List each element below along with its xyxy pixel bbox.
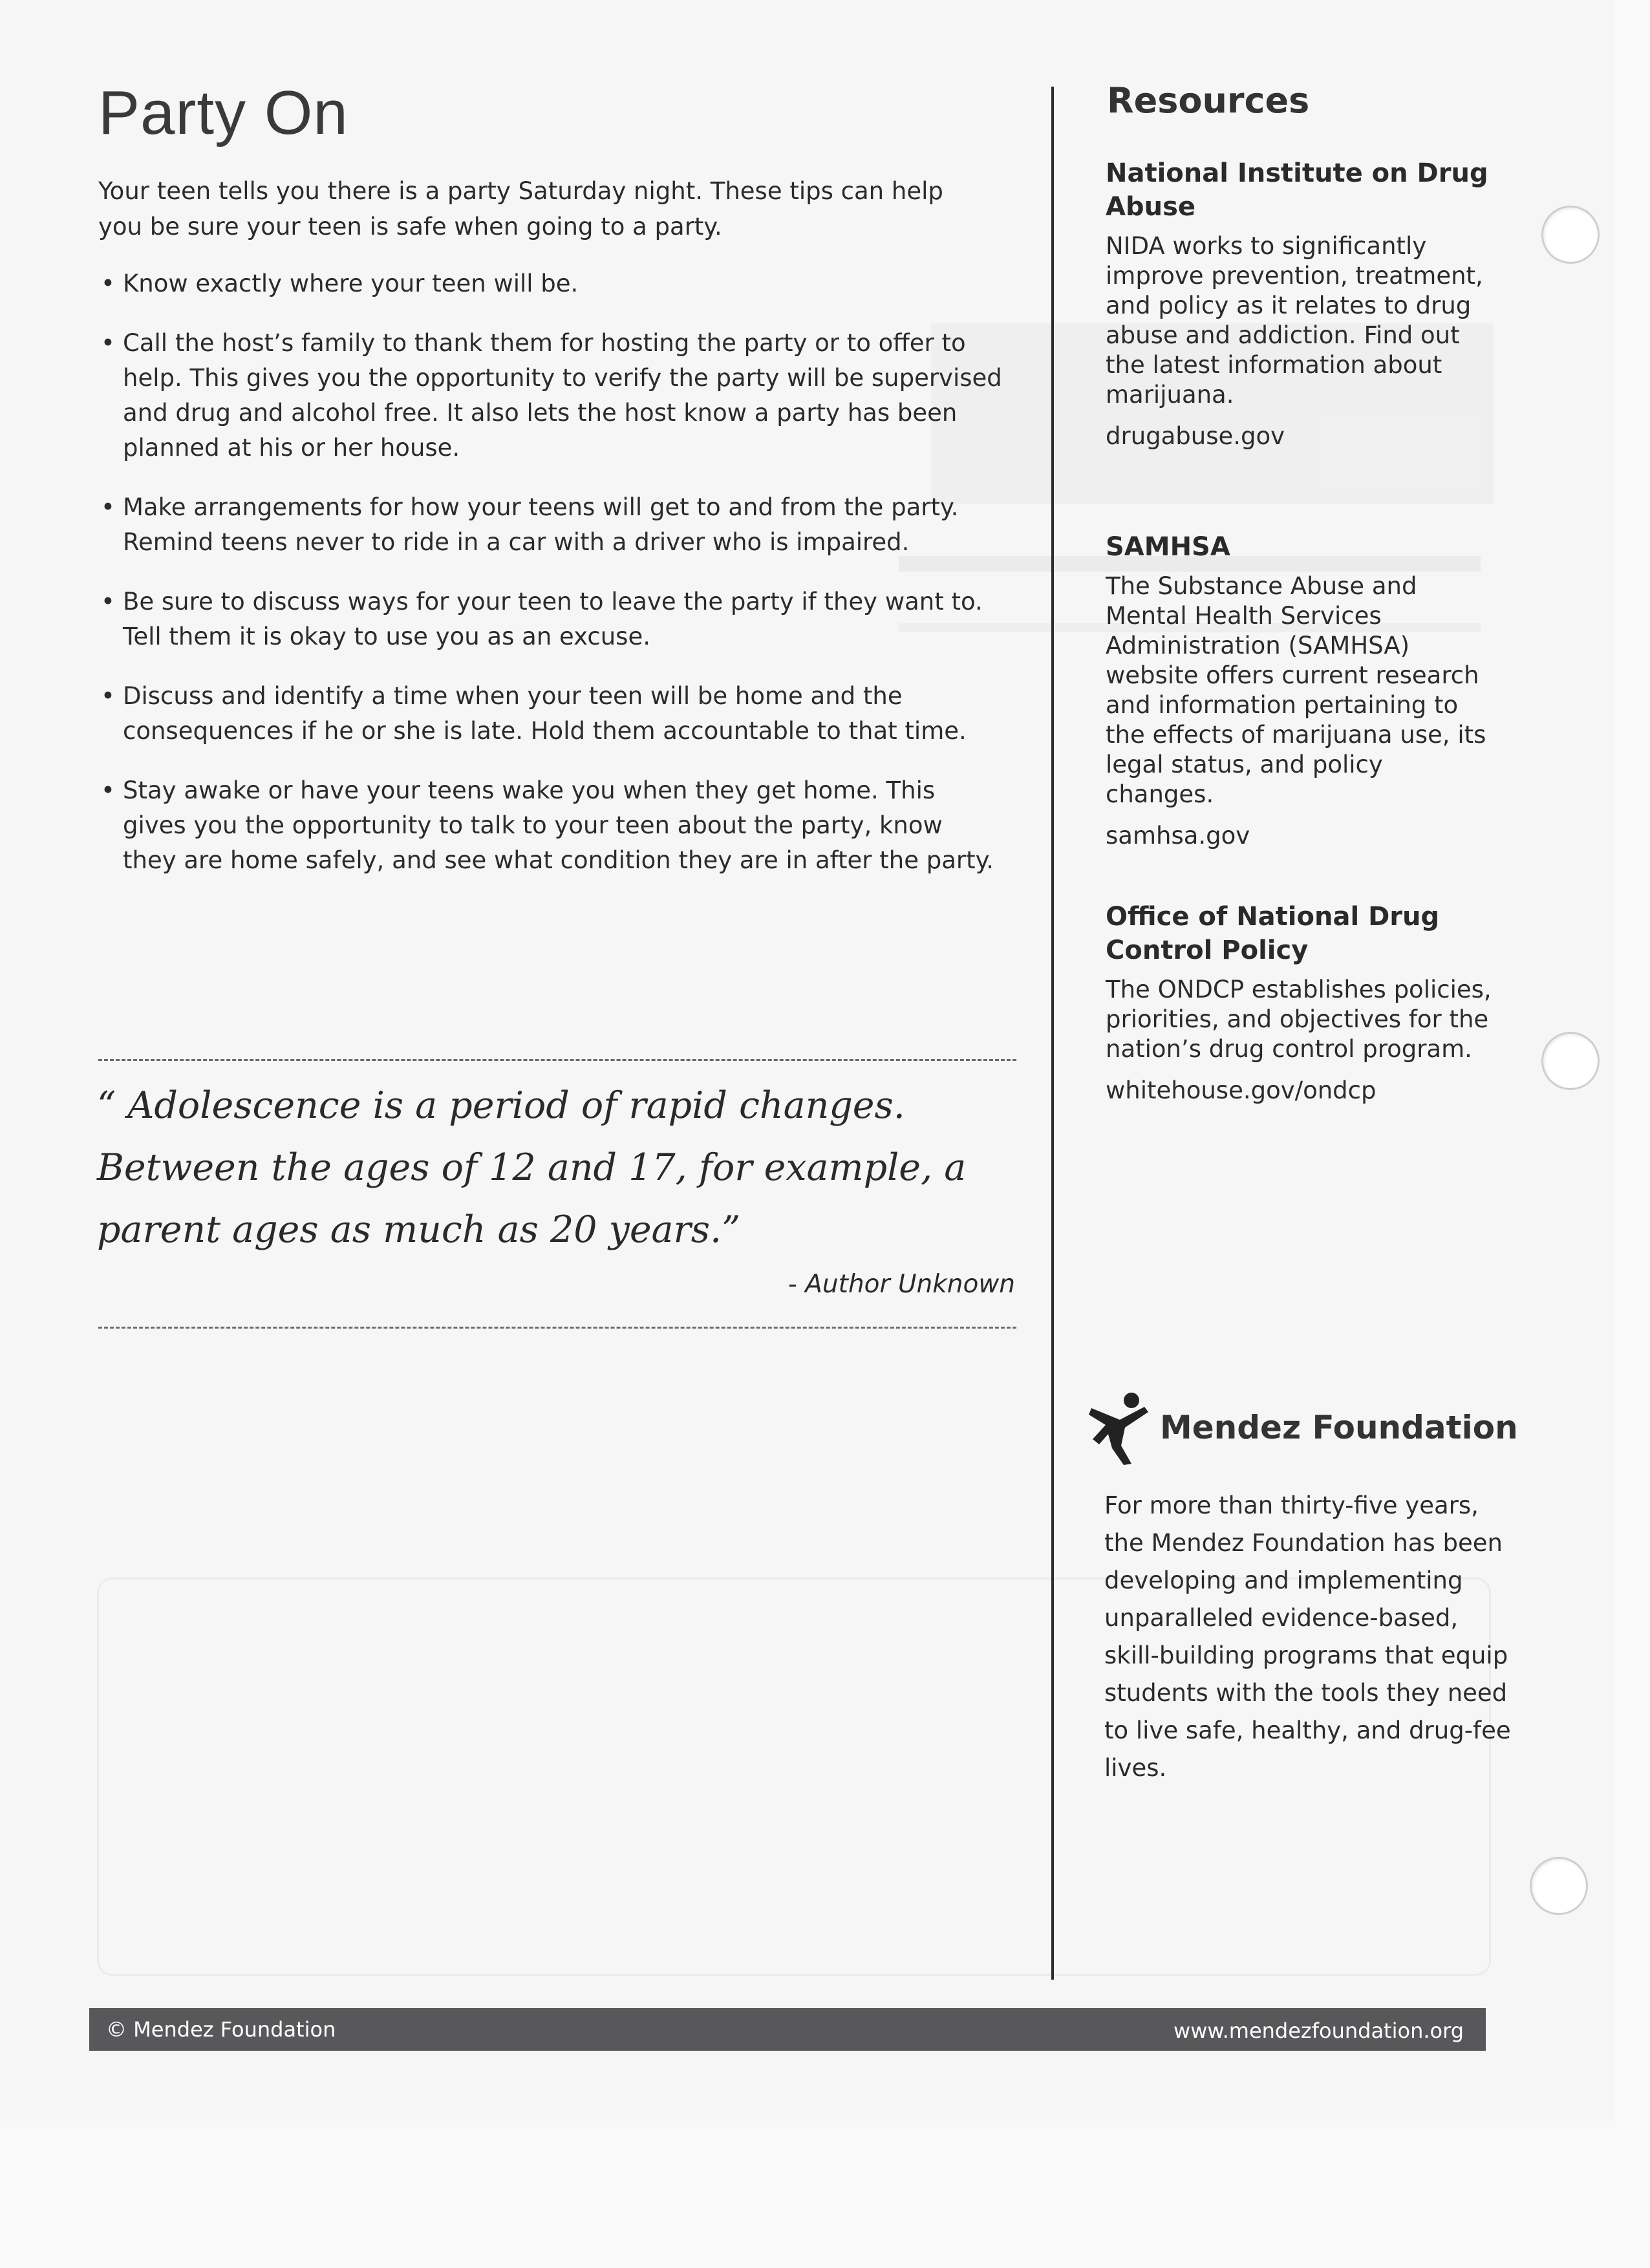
- page-title: Party On: [98, 78, 348, 147]
- hole-punch-top: [1541, 206, 1600, 264]
- tip-text: Be sure to discuss ways for your teen to leave the party if they want to. Tell them it is okay to use you as an excuse.: [123, 588, 983, 650]
- mendez-description: For more than thirty-five years, the Mendez Foundation has been developing and implementing unparalleled evidence-based, skill-building programs that equip students with the tools they need to live safe, healthy, and drug-fee lives.: [1104, 1492, 1511, 1782]
- resource-link[interactable]: samhsa.gov: [1106, 822, 1250, 850]
- resource-description: NIDA works to significantly improve prevention, treatment, and policy as it relates to drug abuse and addiction. Find out the latest information about marijuana.: [1106, 232, 1483, 409]
- resource-description: The Substance Abuse and Mental Health Services Administration (SAMHSA) website offers current research and information pertaining to the effects of marijuana use, its legal status, and policy changes.: [1106, 572, 1486, 808]
- resource-description: The ONDCP establishes policies, priorities, and objectives for the nation’s drug control program.: [1106, 976, 1492, 1063]
- footer-website-link[interactable]: www.mendezfoundation.org: [1173, 2018, 1464, 2043]
- bullet-icon: •: [101, 329, 115, 357]
- logo-wordmark: Mendez Foundation: [1160, 1409, 1518, 1446]
- footer-bar: [89, 2008, 1486, 2051]
- intro-paragraph: Your teen tells you there is a party Saturday night. These tips can help you be sure your teen is safe when going to a party.: [98, 177, 943, 241]
- resource-samhsa: [1106, 530, 1494, 851]
- bullet-icon: •: [101, 682, 115, 710]
- hole-punch-middle: [1541, 1032, 1600, 1090]
- bullet-icon: •: [101, 493, 115, 521]
- tip-text: Discuss and identify a time when your teen will be home and the consequences if he or she is late. Hold them accountable to that time.: [123, 682, 967, 745]
- list-item: [98, 326, 1003, 465]
- resource-name: SAMHSA: [1106, 532, 1230, 562]
- list-item: [98, 584, 1003, 654]
- tips-list: [98, 266, 1003, 903]
- resources-heading: Resources: [1107, 80, 1310, 121]
- running-figure-icon: [1086, 1389, 1157, 1466]
- mendez-logo: [1086, 1389, 1518, 1466]
- bullet-icon: •: [101, 588, 115, 615]
- bullet-icon: •: [101, 776, 115, 804]
- resource-name: Office of National Drug Control Policy: [1106, 902, 1440, 965]
- tip-text: Know exactly where your teen will be.: [123, 270, 579, 297]
- quote-attribution: - Author Unknown: [788, 1270, 1015, 1299]
- scan-right-edge: [1613, 0, 1650, 2268]
- tip-text: Stay awake or have your teens wake you when they get home. This gives you the opportunity to talk to your teen about the party, know they are home safely, and see what condition they are in after the party.: [123, 776, 994, 874]
- list-item: [98, 266, 1003, 301]
- tip-text: Make arrangements for how your teens will get to and from the party. Remind teens never to ride in a car with a driver who is impaired.: [123, 493, 959, 556]
- resource-name: National Institute on Drug Abuse: [1106, 158, 1488, 222]
- footer-copyright: © Mendez Foundation: [106, 2017, 336, 2042]
- bullet-icon: •: [101, 270, 115, 297]
- list-item: [98, 679, 1003, 749]
- resource-nida: [1106, 156, 1494, 451]
- hole-punch-bottom: [1530, 1857, 1588, 1915]
- list-item: [98, 773, 1003, 878]
- pull-quote: “ Adolescence is a period of rapid changes. Between the ages of 12 and 17, for example, a parent ages as much as 20 years.”: [97, 1084, 967, 1251]
- resource-ondcp: [1106, 900, 1494, 1106]
- quote-divider-top: [98, 1059, 1016, 1061]
- resource-link[interactable]: whitehouse.gov/ondcp: [1106, 1076, 1377, 1104]
- column-divider: [1051, 87, 1054, 1980]
- scan-bottom-strip: [0, 2121, 1650, 2268]
- resource-link[interactable]: drugabuse.gov: [1106, 422, 1285, 450]
- list-item: [98, 490, 1003, 560]
- quote-divider-bottom: [98, 1327, 1016, 1329]
- tip-text: Call the host’s family to thank them for hosting the party or to offer to help. This gives you the opportunity to verify the party will be supervised and drug and alcohol free. It also lets the host know a party has been planned at his or her house.: [123, 329, 1002, 462]
